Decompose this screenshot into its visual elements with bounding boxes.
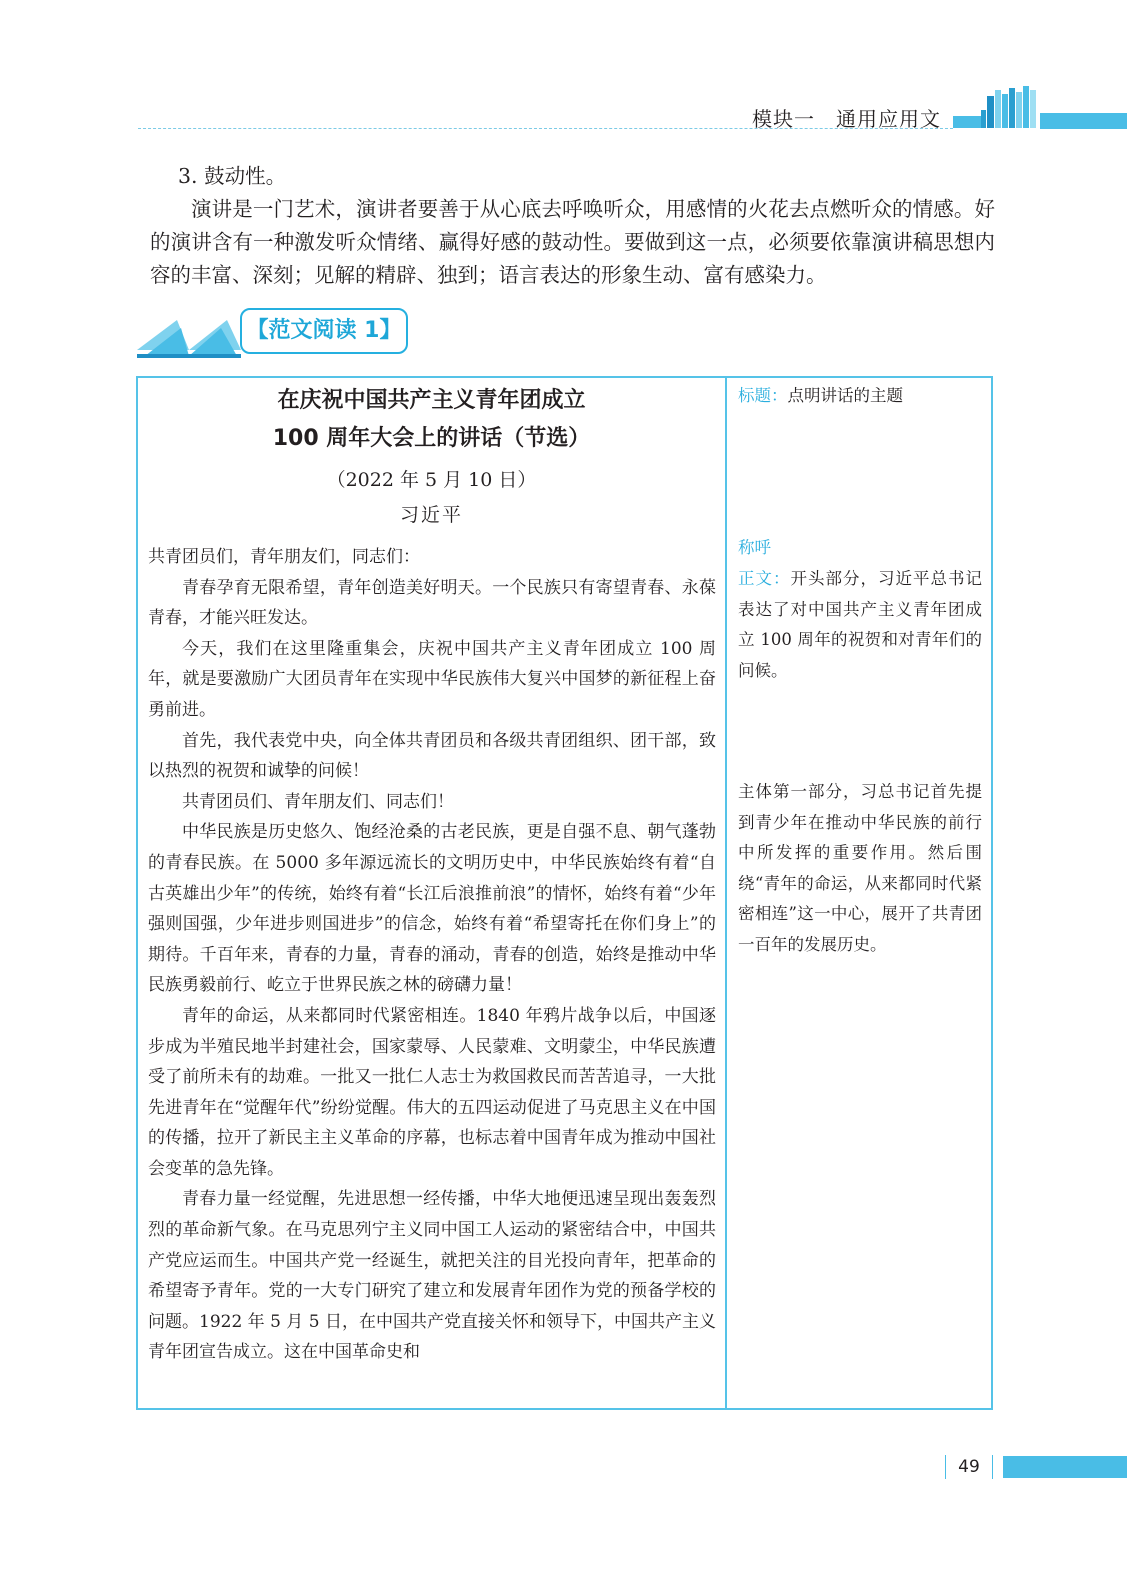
note-body — [738, 564, 982, 686]
article-paragraph: 共青团员们、青年朋友们、同志们！ — [182, 791, 454, 812]
sample-reading-label: 【范文阅读 1】 — [240, 308, 408, 354]
footer-band — [1003, 1456, 1127, 1478]
open-book-icon — [137, 310, 242, 358]
section-paragraph: 演讲是一门艺术，演讲者要善于从心底去呼唤听众，用感情的火花去点燃听众的情感。好的演讲含有一种激发听众情绪、赢得好感的鼓动性。要做到这一点，必须要依靠演讲稿思想内容的丰富、深刻；见解的精辟、独到；语言表达的形象生动、富有感染力。 — [150, 197, 995, 287]
section-text — [150, 160, 995, 292]
article-paragraph: 青春孕育无限希望，青年创造美好明天。一个民族只有寄望青春、永葆青春，才能兴旺发达。 — [148, 577, 716, 629]
article-author: 习近平 — [399, 504, 463, 526]
article-date: （2022 年 5 月 10 日） — [326, 469, 537, 491]
note-title-text: 点明讲话的主题 — [787, 386, 903, 405]
header-rule — [138, 128, 953, 129]
note-salutation — [738, 533, 982, 564]
article-paragraph: 今天，我们在这里隆重集会，庆祝中国共产主义青年团成立 100 周年，就是要激励广大团员青年在实现中华民族伟大复兴中国梦的新征程上奋勇前进。 — [148, 638, 716, 720]
article-title — [138, 382, 725, 458]
article-paragraph: 青春力量一经觉醒，先进思想一经传播，中华大地便迅速呈现出轰轰烈烈的革命新气象。在马克思列宁主义同中国工人运动的紧密结合中，中国共产党应运而生。中国共产党一经诞生，就把关注的目光投向青年，把革命的希望寄予青年。党的一大专门研究了建立和发展青年团作为党的预备学校的问题。1922 年 5 月 5 日，在中国共产党直接关怀和领导下，中国共产主义青年团宣告成立。这在中国革命史和 — [148, 1189, 716, 1363]
column-divider — [725, 376, 727, 1410]
note-title-label: 标题： — [738, 386, 788, 405]
article-paragraph: 中华民族是历史悠久、饱经沧桑的古老民族，更是自强不息、朝气蓬勃的青春民族。在 5000 多年源远流长的文明历史中，中华民族始终有着“自古英雄出少年”的传统，始终有着“长江后浪推前浪”的情怀，始终有着“少年强则国强，少年进步则国进步”的信念，始终有着“希望寄托在你们身上”的期待。千百年来，青春的力量，青春的涌动，青春的创造，始终是推动中华民族勇毅前行、屹立于世界民族之林的磅礴力量！ — [148, 822, 716, 996]
header-band — [1040, 113, 1127, 129]
module-title: 模块一 通用应用文 — [752, 107, 941, 131]
note-body-text: 开头部分，习近平总书记表达了对中国共产主义青年团成立 100 周年的祝贺和对青年们的问候。 — [738, 569, 982, 680]
article-body — [148, 542, 716, 1368]
article-paragraph: 青年的命运，从来都同时代紧密相连。1840 年鸦片战争以后，中国逐步成为半殖民地半封建社会，国家蒙辱、人民蒙难、文明蒙尘，中华民族遭受了前所未有的劫难。一批又一批仁人志士为救国救民而苦苦追寻，一大批先进青年在“觉醒年代”纷纷觉醒。伟大的五四运动促进了马克思主义在中国的传播，拉开了新民主主义革命的序幕，也标志着中国青年成为推动中国社会变革的急先锋。 — [148, 1005, 716, 1179]
article-paragraph: 共青团员们，青年朋友们，同志们： — [148, 547, 420, 567]
note-main-part: 主体第一部分，习总书记首先提到青少年在推动中华民族的前行中所发挥的重要作用。然后围绕“青年的命运，从来都同时代紧密相连”这一中心，展开了共青团一百年的发展历史。 — [738, 782, 982, 954]
article-title-line1: 在庆祝中国共产主义青年团成立 — [277, 388, 586, 413]
article-title-line2: 100 周年大会上的讲话（节选） — [272, 426, 591, 451]
note-salutation-label: 称呼 — [738, 538, 771, 557]
article-paragraph: 首先，我代表党中央，向全体共青团员和各级共青团组织、团干部，致以热烈的祝贺和诚挚的问候！ — [148, 730, 716, 782]
section-heading: 3. 鼓动性。 — [178, 164, 287, 188]
page-number: 49 — [945, 1455, 993, 1479]
books-icon — [953, 86, 1043, 130]
note-title — [738, 381, 982, 412]
note-body-label: 正文： — [738, 569, 791, 588]
